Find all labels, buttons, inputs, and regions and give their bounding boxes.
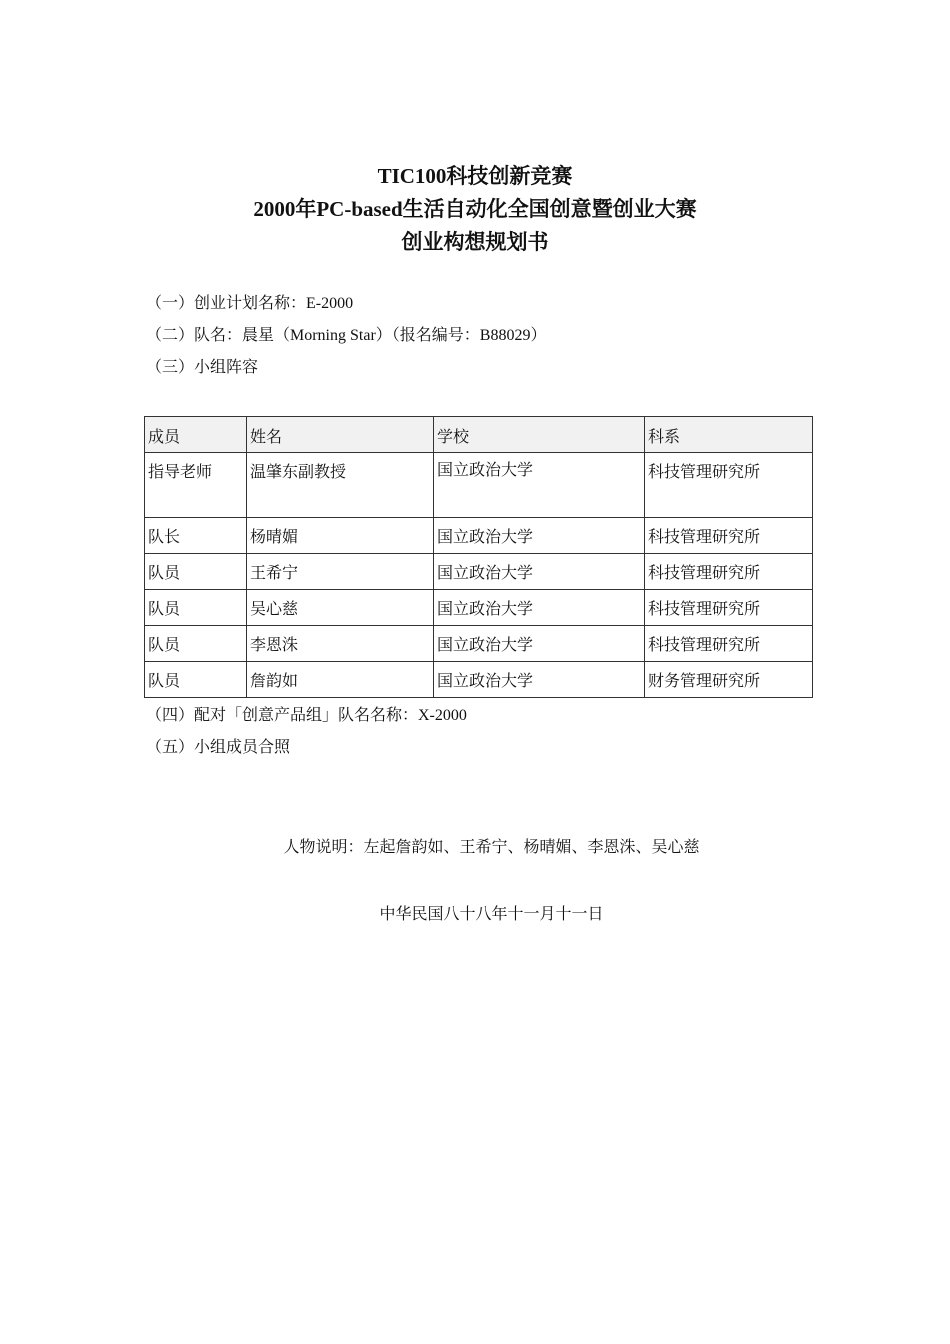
cell-role: 队员 [145,662,247,698]
cell-role: 指导老师 [145,453,247,518]
table-row [145,662,813,698]
table-row [145,453,813,518]
cell-department: 财务管理研究所 [645,662,813,698]
plan-info-list [146,290,546,386]
cell-department: 科技管理研究所 [645,453,813,518]
cell-role: 队员 [145,626,247,662]
cell-school: 国立政治大学 [434,662,645,698]
cell-name: 王希宁 [247,554,434,590]
header-school: 学校 [434,417,645,453]
cell-school: 国立政治大学 [434,453,645,518]
title-competition: TIC100科技创新竞赛 [377,164,573,188]
photo-caption: 人物说明：左起詹韵如、王希宁、杨晴媚、李恩洙、吴心慈 [283,839,700,856]
cell-school: 国立政治大学 [434,626,645,662]
plan-info-list-continued [146,702,467,766]
cell-department: 科技管理研究所 [645,590,813,626]
document-date: 中华民国八十八年十一月十一日 [379,906,604,923]
cell-school: 国立政治大学 [434,554,645,590]
title-contest: 2000年PC-based生活自动化全国创意暨创业大赛 [253,197,697,221]
table-row [145,590,813,626]
table-row [145,554,813,590]
document-title [0,160,950,259]
table-row [145,518,813,554]
cell-name: 詹韵如 [247,662,434,698]
team-roster-table [144,416,813,698]
item-team-name: （二）队名：晨星（Morning Star）（报名编号：B88029） [146,327,547,344]
cell-name: 吴心慈 [247,590,434,626]
header-department: 科系 [645,417,813,453]
cell-role: 队员 [145,590,247,626]
cell-name: 杨晴媚 [247,518,434,554]
table-header-row [145,417,813,453]
title-document-type: 创业构想规划书 [401,230,549,254]
item-group-photo: （五）小组成员合照 [146,739,291,756]
cell-department: 科技管理研究所 [645,518,813,554]
item-plan-name: （一）创业计划名称：E-2000 [146,295,354,312]
cell-department: 科技管理研究所 [645,626,813,662]
item-team-lineup: （三）小组阵容 [146,359,259,376]
cell-role: 队长 [145,518,247,554]
cell-name: 李恩洙 [247,626,434,662]
cell-school: 国立政治大学 [434,590,645,626]
table-row [145,626,813,662]
header-role: 成员 [145,417,247,453]
cell-school: 国立政治大学 [434,518,645,554]
item-paired-team: （四）配对「创意产品组」队名名称：X-2000 [146,707,467,724]
cell-role: 队员 [145,554,247,590]
cell-department: 科技管理研究所 [645,554,813,590]
header-name: 姓名 [247,417,434,453]
cell-name: 温肇东副教授 [247,453,434,518]
